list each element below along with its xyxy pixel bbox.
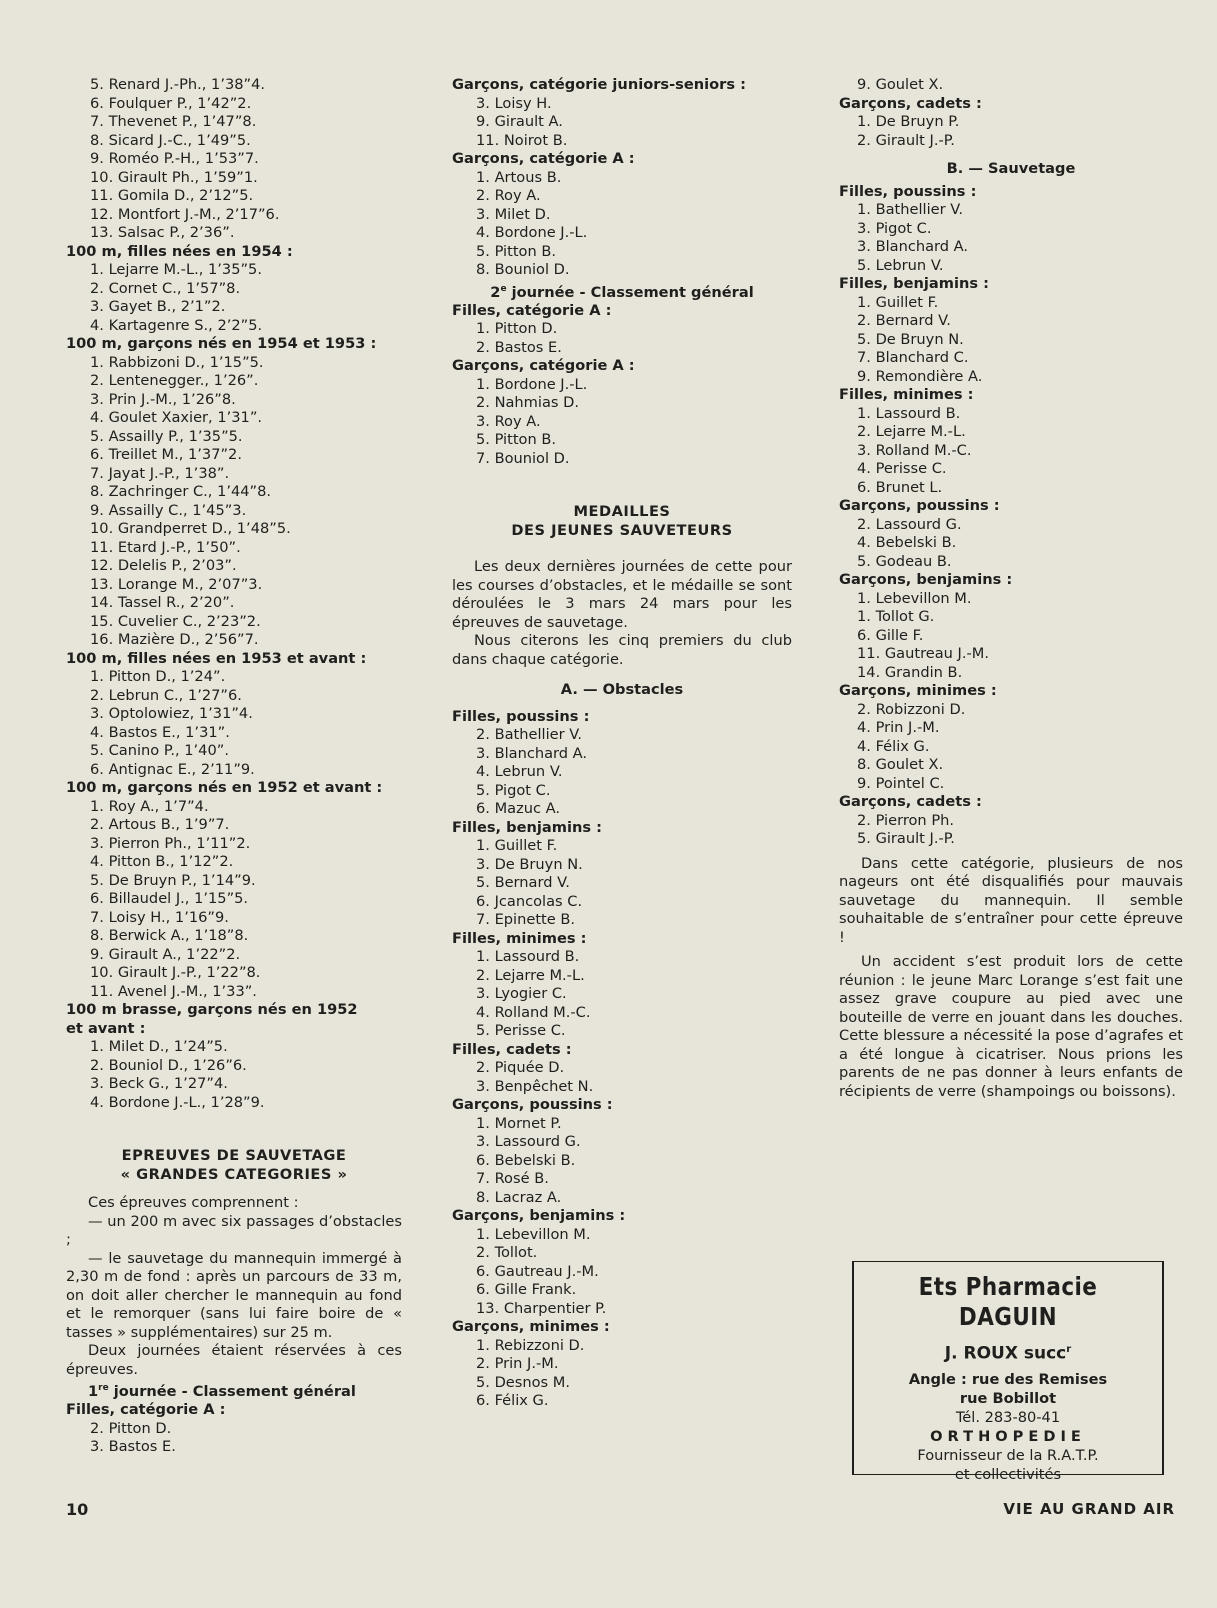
journee-heading: 2e journée - Classement général — [490, 283, 754, 301]
result-item: 2. Lejarre M.-L. — [476, 966, 585, 984]
result-item: 4. Rolland M.-C. — [476, 1003, 591, 1021]
category-heading: 100 m, filles nées en 1953 et avant : — [66, 649, 367, 667]
column-1 — [66, 76, 402, 1457]
result-item: 2. Bastos E. — [476, 338, 562, 356]
result-item: 10. Grandperret D., 1’48”5. — [90, 520, 291, 537]
results-list — [839, 76, 1183, 150]
result-item: 4. Prin J.-M. — [857, 719, 940, 736]
result-item: 8. Goulet X. — [857, 756, 944, 773]
result-item: 5. Godeau B. — [857, 552, 952, 570]
result-item: 2. Pitton D. — [90, 1419, 172, 1437]
result-item: 4. Perisse C. — [857, 460, 947, 477]
category-heading: 100 m brasse, garçons nés en 1952 — [66, 1001, 358, 1018]
result-item: 7. Rosé B. — [476, 1170, 549, 1188]
result-item: 5. Canino P., 1’40”. — [90, 742, 229, 759]
result-item: 2. Prin J.-M. — [476, 1355, 559, 1373]
result-item: 7. Bouniol D. — [476, 449, 570, 467]
results-list — [66, 76, 402, 1112]
category-heading: Filles, poussins : — [452, 707, 590, 725]
result-item: 3. Milet D. — [476, 205, 551, 223]
result-item: 2. Lassourd G. — [857, 515, 962, 533]
result-item: 3. De Bruyn N. — [476, 855, 583, 873]
category-heading: Garçons, catégorie juniors-seniors : — [452, 76, 746, 93]
result-item: 2. Bathellier V. — [476, 726, 582, 744]
result-item: 6. Foulquer P., 1’42”2. — [90, 94, 252, 112]
result-item: 4. Bastos E., 1’31”. — [90, 723, 230, 741]
result-item: 3. Gayet B., 2’1”2. — [90, 298, 226, 315]
result-item: 3. Prin J.-M., 1’26”8. — [90, 390, 236, 408]
result-item: 3. Loisy H. — [476, 94, 552, 112]
result-item: 1. Rebizzoni D. — [476, 1336, 585, 1354]
result-item: 2. Cornet C., 1’57”8. — [90, 279, 241, 297]
result-item: 9. Roméo P.-H., 1’53”7. — [90, 150, 259, 167]
result-item: 2. Lentenegger., 1’26”. — [90, 372, 259, 389]
result-item: 6. Bebelski B. — [476, 1151, 576, 1169]
result-item: 5. De Bruyn N. — [857, 330, 964, 348]
result-item: 8. Berwick A., 1’18”8. — [90, 927, 249, 944]
result-item: 5. Assailly P., 1’35”5. — [90, 427, 243, 445]
category-heading: Garçons, poussins : — [839, 497, 1000, 514]
ad-address: Angle : rue des Remises — [908, 1370, 1108, 1388]
result-item: 11. Gomila D., 2’12”5. — [90, 187, 254, 204]
result-item: 14. Tassel R., 2’20”. — [90, 594, 235, 611]
result-item: 6. Treillet M., 1’37”2. — [90, 446, 242, 463]
result-item: 1. Lejarre M.-L., 1’35”5. — [90, 261, 262, 278]
results-list — [839, 183, 1183, 849]
result-item: 1. Tollot G. — [857, 608, 935, 625]
result-item: 2. Artous B., 1’9”7. — [90, 816, 230, 833]
result-item: 6. Félix G. — [476, 1392, 549, 1410]
paragraph: Nous citerons les cinq premiers du club dans chaque catégorie. — [452, 632, 792, 668]
result-item: 7. Epinette B. — [476, 911, 576, 929]
category-heading: Garçons, catégorie A : — [452, 150, 635, 167]
result-item: 6. Mazuc A. — [476, 800, 561, 818]
result-item: 1. Bathellier V. — [857, 201, 963, 218]
pharmacy-advertisement — [852, 1261, 1164, 1483]
result-item: 6. Gille Frank. — [476, 1281, 577, 1299]
result-item: 4. Lebrun V. — [476, 763, 563, 781]
result-item: 9. Girault A. — [476, 113, 563, 130]
category-heading: Garçons, cadets : — [839, 94, 982, 112]
paragraph: — un 200 m avec six passages d’obstacles ; — [66, 1212, 402, 1248]
paragraph: Ces épreuves comprennent : — [88, 1194, 299, 1211]
result-item: 5. Pitton B. — [476, 431, 557, 449]
result-item: 1. Pitton D., 1’24”. — [90, 668, 226, 685]
page-number: 10 — [66, 1500, 89, 1519]
ad-street: rue Bobillot — [959, 1389, 1057, 1407]
paragraph: Deux journées étaient réservées à ces épreuves. — [66, 1342, 402, 1378]
result-item: 9. Pointel C. — [857, 774, 945, 792]
result-item: 11. Gautreau J.-M. — [857, 645, 989, 662]
result-item: 3. Beck G., 1’27”4. — [90, 1075, 228, 1092]
result-item: 3. Lyogier C. — [476, 985, 567, 1003]
result-item: 3. Bastos E. — [90, 1438, 176, 1456]
result-item: 4. Bebelski B. — [857, 534, 957, 551]
category-heading: Filles, minimes : — [839, 386, 974, 403]
result-item: 1. Milet D., 1’24”5. — [90, 1038, 228, 1055]
result-item: 5. De Bruyn P., 1’14”9. — [90, 871, 256, 889]
category-heading: Filles, benjamins : — [839, 275, 989, 292]
result-item: 1. Roy A., 1’7”4. — [90, 797, 209, 815]
paragraph: — le sauvetage du mannequin immergé à 2,30 m de fond : après un parcours de 33 m, on doit aller chercher le mannequin au fond et le remorquer (sans lui faire boire de « tasses » supplémentaires) sur 25 m. — [66, 1249, 402, 1341]
result-item: 1. Artous B. — [476, 168, 562, 186]
journee-heading: 1re journée - Classement général — [88, 1382, 356, 1400]
result-item: 2. Robizzoni D. — [857, 700, 966, 718]
result-item: 11. Noirot B. — [476, 131, 568, 149]
result-item: 16. Mazière D., 2’56”7. — [90, 631, 259, 648]
result-item: 10. Girault Ph., 1’59”1. — [90, 168, 258, 186]
result-item: 2. Tollot. — [476, 1244, 538, 1262]
paragraph: Dans cette catégorie, plusieurs de nos nageurs ont été disqualifiés pour mauvais sauvetage du mannequin. Il semble souhaitable de s’entraîner pour cette épreuve ! — [839, 854, 1183, 946]
category-heading: 100 m, filles nées en 1954 : — [66, 242, 293, 260]
result-item: 5. Perisse C. — [476, 1022, 566, 1040]
result-item: 7. Thevenet P., 1’47”8. — [90, 113, 257, 130]
section-heading-obstacles: A. — Obstacles — [560, 681, 684, 699]
result-item: 7. Blanchard C. — [857, 349, 969, 366]
category-heading: 100 m, garçons nés en 1954 et 1953 : — [66, 335, 377, 352]
category-heading: Garçons, poussins : — [452, 1096, 613, 1114]
result-item: 1. Lassourd B. — [857, 404, 961, 422]
results-list — [452, 708, 792, 1411]
ad-owner: J. ROUX succ$^r$ — [944, 1343, 1072, 1364]
result-item: 1. Bordone J.-L. — [476, 375, 588, 393]
result-item: 1. Lebevillon M. — [857, 589, 972, 607]
result-item: 5. Bernard V. — [476, 874, 570, 892]
category-heading: Filles, catégorie A : — [66, 1401, 226, 1419]
section-subtitle: « GRANDES CATEGORIES » — [120, 1166, 348, 1183]
result-item: 1. Lassourd B. — [476, 948, 580, 966]
ad-phone: Tél. 283-80-41 — [955, 1408, 1061, 1426]
category-heading: Filles, catégorie A : — [452, 301, 612, 319]
result-item: 3. Benpêchet N. — [476, 1077, 594, 1095]
result-item: 4. Bordone J.-L. — [476, 224, 588, 241]
result-item: 1. Guillet F. — [857, 293, 939, 311]
category-heading: Garçons, cadets : — [839, 793, 982, 810]
result-item: 12. Montfort J.-M., 2’17”6. — [90, 205, 280, 223]
category-heading: et avant : — [66, 1019, 146, 1037]
category-heading: Filles, cadets : — [452, 1040, 572, 1058]
result-item: 3. Blanchard A. — [476, 744, 588, 762]
result-item: 2. Roy A. — [476, 187, 541, 204]
result-item: 13. Salsac P., 2’36”. — [90, 224, 235, 241]
paragraph: Un accident s’est produit lors de cette réunion : le jeune Marc Lorange s’est fait une assez grave coupure au pied avec une bouteille de verre en jouant dans les douches. Cette blessure a nécessité la pose d’agrafes et a été longue à cicatriser. Nous prions les parents de ne pas donner à leurs enfants de récipients de verre (shampoings ou boissons). — [839, 953, 1183, 1100]
category-heading: Garçons, minimes : — [839, 682, 997, 699]
result-item: 6. Gautreau J.-M. — [476, 1262, 599, 1280]
column-3 — [839, 76, 1183, 1101]
results-list — [452, 76, 792, 280]
result-item: 8. Bouniol D. — [476, 261, 570, 278]
result-item: 4. Goulet Xaxier, 1’31”. — [90, 409, 263, 426]
result-item: 10. Girault J.-P., 1’22”8. — [90, 964, 261, 981]
result-item: 8. Sicard J.-C., 1’49”5. — [90, 131, 251, 149]
result-item: 3. Blanchard A. — [857, 238, 969, 255]
result-item: 2. Pierron Ph. — [857, 811, 955, 829]
result-item: 2. Bernard V. — [857, 312, 951, 329]
result-item: 2. Lebrun C., 1’27”6. — [90, 686, 242, 704]
ad-name: Ets Pharmacie DAGUIN — [918, 1272, 1098, 1331]
result-item: 5. Girault J.-P. — [857, 830, 955, 847]
category-heading: Filles, minimes : — [452, 929, 587, 947]
result-item: 3. Rolland M.-C. — [857, 441, 972, 459]
result-item: 8. Lacraz A. — [476, 1188, 562, 1206]
result-item: 1. De Bruyn P. — [857, 113, 960, 130]
category-heading: Garçons, catégorie A : — [452, 357, 635, 375]
result-item: 4. Kartagenre S., 2’2”5. — [90, 316, 263, 334]
result-item: 3. Roy A. — [476, 412, 541, 430]
result-item: 4. Bordone J.-L., 1’28”9. — [90, 1093, 265, 1111]
result-item: 6. Gille F. — [857, 626, 924, 644]
result-item: 6. Billaudel J., 1’15”5. — [90, 890, 249, 907]
category-heading: Garçons, minimes : — [452, 1318, 610, 1336]
result-item: 3. Pierron Ph., 1’11”2. — [90, 834, 251, 852]
ad-specialty: ORTHOPEDIE — [930, 1427, 1086, 1445]
result-item: 12. Delelis P., 2’03”. — [90, 557, 237, 574]
result-item: 13. Lorange M., 2’07”3. — [90, 575, 263, 593]
result-item: 2. Lejarre M.-L. — [857, 423, 966, 440]
results-list — [66, 1401, 402, 1457]
result-item: 4. Félix G. — [857, 737, 930, 755]
category-heading: Garçons, benjamins : — [452, 1207, 626, 1225]
result-item: 1. Lebevillon M. — [476, 1225, 591, 1243]
result-item: 1. Mornet P. — [476, 1114, 562, 1132]
section-heading-sauvetage: B. — Sauvetage — [946, 160, 1076, 177]
result-item: 3. Optolowiez, 1’31”4. — [90, 705, 253, 722]
result-item: 11. Etard J.-P., 1’50”. — [90, 538, 241, 556]
result-item: 5. Pitton B. — [476, 242, 557, 260]
section-title: EPREUVES DE SAUVETAGE — [121, 1147, 347, 1164]
result-item: 9. Girault A., 1’22”2. — [90, 945, 241, 963]
result-item: 6. Antignac E., 2’11”9. — [90, 760, 255, 778]
result-item: 3. Pigot C. — [857, 219, 932, 237]
ad-supplier: Fournisseur de la R.A.T.P. — [917, 1446, 1099, 1464]
column-2 — [452, 76, 792, 1411]
result-item: 5. Pigot C. — [476, 781, 551, 799]
category-heading: Filles, benjamins : — [452, 818, 602, 836]
result-item: 6. Jcancolas C. — [476, 892, 583, 910]
result-item: 1. Rabbizoni D., 1’15”5. — [90, 353, 264, 371]
result-item: 9. Goulet X. — [857, 76, 944, 93]
result-item: 5. Renard J.-Ph., 1’38”4. — [90, 76, 266, 93]
ad-collectivities: et collectivités — [954, 1465, 1062, 1483]
section-title: MEDAILLES — [573, 503, 671, 521]
result-item: 2. Girault J.-P. — [857, 131, 955, 149]
result-item: 13. Charpentier P. — [476, 1299, 607, 1317]
result-item: 3. Lassourd G. — [476, 1133, 581, 1151]
result-item: 9. Assailly C., 1’45”3. — [90, 501, 247, 519]
magazine-name: VIE AU GRAND AIR — [1003, 1500, 1175, 1518]
result-item: 1. Guillet F. — [476, 837, 558, 855]
paragraph: Les deux dernières journées de cette pour les courses d’obstacles, et le médaille se sont déroulées le 3 mars 24 mars pour les épreuves de sauvetage. — [452, 558, 792, 631]
result-item: 11. Avenel J.-M., 1’33”. — [90, 982, 257, 1000]
result-item: 2. Piquée D. — [476, 1059, 565, 1077]
result-item: 2. Nahmias D. — [476, 394, 580, 412]
result-item: 5. Desnos M. — [476, 1373, 571, 1391]
result-item: 15. Cuvelier C., 2’23”2. — [90, 612, 261, 630]
result-item: 2. Bouniol D., 1’26”6. — [90, 1056, 247, 1074]
category-heading: 100 m, garçons nés en 1952 et avant : — [66, 779, 383, 796]
results-list — [452, 302, 792, 469]
category-heading: Garçons, benjamins : — [839, 571, 1013, 588]
category-heading: Filles, poussins : — [839, 182, 977, 200]
result-item: 7. Loisy H., 1’16”9. — [90, 908, 229, 926]
result-item: 8. Zachringer C., 1’44”8. — [90, 483, 272, 500]
result-item: 7. Jayat J.-P., 1’38”. — [90, 464, 230, 482]
section-subtitle: DES JEUNES SAUVETEURS — [511, 522, 733, 540]
result-item: 4. Pitton B., 1’12”2. — [90, 853, 234, 870]
result-item: 6. Brunet L. — [857, 478, 943, 496]
result-item: 5. Lebrun V. — [857, 256, 944, 274]
result-item: 9. Remondière A. — [857, 367, 983, 385]
result-item: 1. Pitton D. — [476, 320, 558, 338]
result-item: 14. Grandin B. — [857, 663, 963, 681]
